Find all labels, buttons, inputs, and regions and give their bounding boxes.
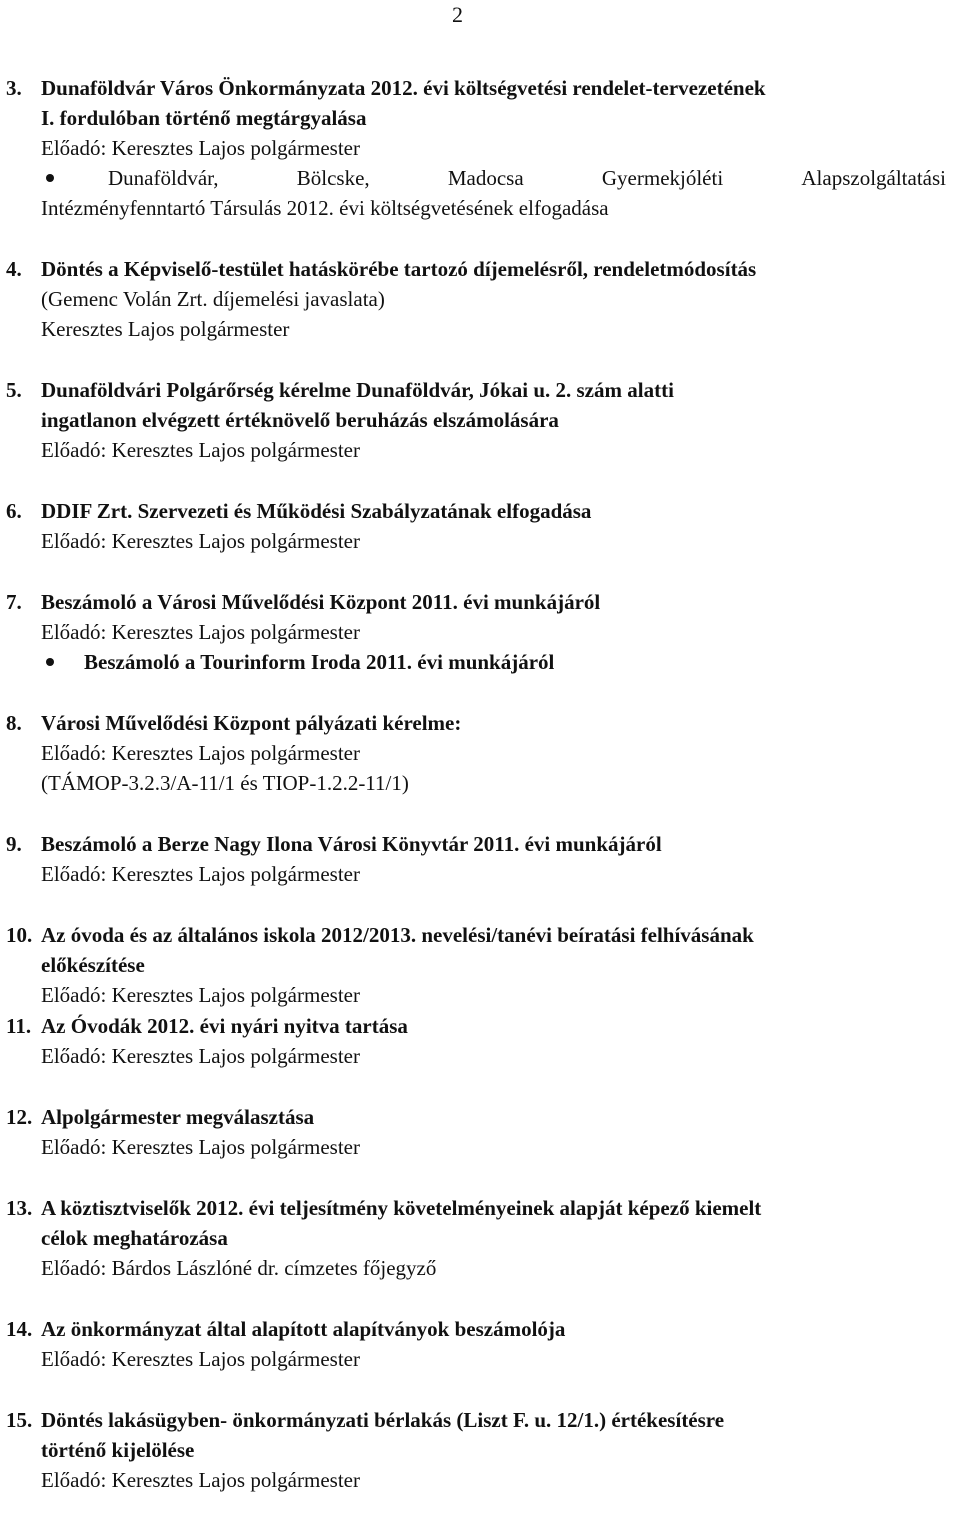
agenda-item-number: 7.: [6, 590, 22, 614]
agenda-item-title: Városi Művelődési Központ pályázati kérelme:: [41, 711, 462, 735]
sub-bullet-continuation: Intézményfenntartó Társulás 2012. évi költségvetésének elfogadása: [41, 196, 609, 220]
agenda-item-3: [0, 73, 960, 223]
agenda-item-title: Döntés a Képviselő-testület hatáskörébe tartozó díjemelésről, rendeletmódosítás: [41, 257, 757, 281]
agenda-item-title: DDIF Zrt. Szervezeti és Működési Szabályzatának elfogadása: [41, 499, 592, 523]
agenda-sub-bullet: [0, 163, 960, 193]
agenda-item-number: 9.: [6, 832, 22, 856]
agenda-item-presenter: Előadó: Keresztes Lajos polgármester: [41, 1044, 360, 1068]
bullet-dot-icon: [46, 658, 54, 666]
agenda-item-note: (Gemenc Volán Zrt. díjemelési javaslata): [41, 287, 385, 311]
agenda-item-11: [0, 1011, 960, 1071]
agenda-item-title: célok meghatározása: [41, 1226, 228, 1250]
agenda-item-number: 8.: [6, 711, 22, 735]
agenda-item-presenter: Keresztes Lajos polgármester: [41, 317, 290, 341]
agenda-item-number: 12.: [6, 1105, 33, 1129]
page-number: 2: [452, 2, 463, 27]
sub-bullet-text: Beszámoló a Tourinform Iroda 2011. évi munkájáról: [84, 650, 555, 674]
sub-bullet-text: Dunaföldvár, Bölcske, Madocsa Gyermekjóléti Alapszolgáltatási: [108, 166, 946, 190]
agenda-item-presenter: Előadó: Keresztes Lajos polgármester: [41, 741, 360, 765]
agenda-item-title: ingatlanon elvégzett értéknövelő beruházás elszámolására: [41, 408, 559, 432]
agenda-item-title: Döntés lakásügyben- önkormányzati bérlakás (Liszt F. u. 12/1.) értékesítésre: [41, 1408, 725, 1432]
agenda-item-title: Beszámoló a Városi Művelődési Központ 2011. évi munkájáról: [41, 590, 601, 614]
agenda-sub-bullet: [0, 647, 960, 677]
agenda-item-15: [0, 1405, 960, 1495]
agenda-item-14: [0, 1314, 960, 1374]
agenda-item-presenter: Előadó: Keresztes Lajos polgármester: [41, 620, 360, 644]
agenda-item-title: történő kijelölése: [41, 1438, 195, 1462]
agenda-item-title: Alpolgármester megválasztása: [41, 1105, 315, 1129]
agenda-item-number: 14.: [6, 1317, 33, 1341]
bullet-dot-icon: [46, 174, 54, 182]
agenda-item-12: [0, 1102, 960, 1162]
agenda-item-presenter: Előadó: Keresztes Lajos polgármester: [41, 1468, 360, 1492]
agenda-list: [0, 73, 960, 1526]
agenda-item-number: 15.: [6, 1408, 33, 1432]
agenda-item-6: [0, 496, 960, 556]
agenda-item-title: előkészítése: [41, 953, 145, 977]
agenda-item-title: Beszámoló a Berze Nagy Ilona Városi Könyvtár 2011. évi munkájáról: [41, 832, 662, 856]
agenda-item-title: A köztisztviselők 2012. évi teljesítmény követelményeinek alapját képező kiemelt: [41, 1196, 762, 1220]
agenda-item-title: Az Óvodák 2012. évi nyári nyitva tartása: [41, 1014, 408, 1038]
agenda-item-number: 10.: [6, 923, 33, 947]
agenda-item-4: [0, 254, 960, 344]
agenda-item-number: 6.: [6, 499, 22, 523]
agenda-item-number: 3.: [6, 76, 22, 100]
agenda-item-13: [0, 1193, 960, 1283]
agenda-item-title: I. fordulóban történő megtárgyalása: [41, 106, 367, 130]
agenda-item-presenter: Előadó: Keresztes Lajos polgármester: [41, 136, 360, 160]
agenda-item-title: Dunaföldvár Város Önkormányzata 2012. évi költségvetési rendelet-tervezetének: [41, 76, 766, 100]
agenda-item-number: 5.: [6, 378, 22, 402]
agenda-item-title: Dunaföldvári Polgárőrség kérelme Dunaföldvár, Jókai u. 2. szám alatti: [41, 378, 674, 402]
agenda-item-presenter: Előadó: Keresztes Lajos polgármester: [41, 862, 360, 886]
agenda-item-presenter: Előadó: Keresztes Lajos polgármester: [41, 438, 360, 462]
agenda-item-title: Az önkormányzat által alapított alapítványok beszámolója: [41, 1317, 566, 1341]
agenda-item-7: [0, 587, 960, 677]
agenda-item-presenter: Előadó: Bárdos Lászlóné dr. címzetes főjegyző: [41, 1256, 437, 1280]
agenda-item-number: 4.: [6, 257, 22, 281]
agenda-item-note: (TÁMOP-3.2.3/A-11/1 és TIOP-1.2.2-11/1): [41, 771, 409, 795]
agenda-item-presenter: Előadó: Keresztes Lajos polgármester: [41, 1135, 360, 1159]
agenda-item-presenter: Előadó: Keresztes Lajos polgármester: [41, 983, 360, 1007]
agenda-item-5: [0, 375, 960, 465]
agenda-item-presenter: Előadó: Keresztes Lajos polgármester: [41, 529, 360, 553]
agenda-item-presenter: Előadó: Keresztes Lajos polgármester: [41, 1347, 360, 1371]
agenda-item-9: [0, 829, 960, 889]
agenda-item-number: 13.: [6, 1196, 33, 1220]
agenda-item-10: [0, 920, 960, 1010]
agenda-item-8: [0, 708, 960, 798]
agenda-item-number: 11.: [6, 1014, 32, 1038]
agenda-item-title: Az óvoda és az általános iskola 2012/2013. nevelési/tanévi beíratási felhívásának: [41, 923, 754, 947]
